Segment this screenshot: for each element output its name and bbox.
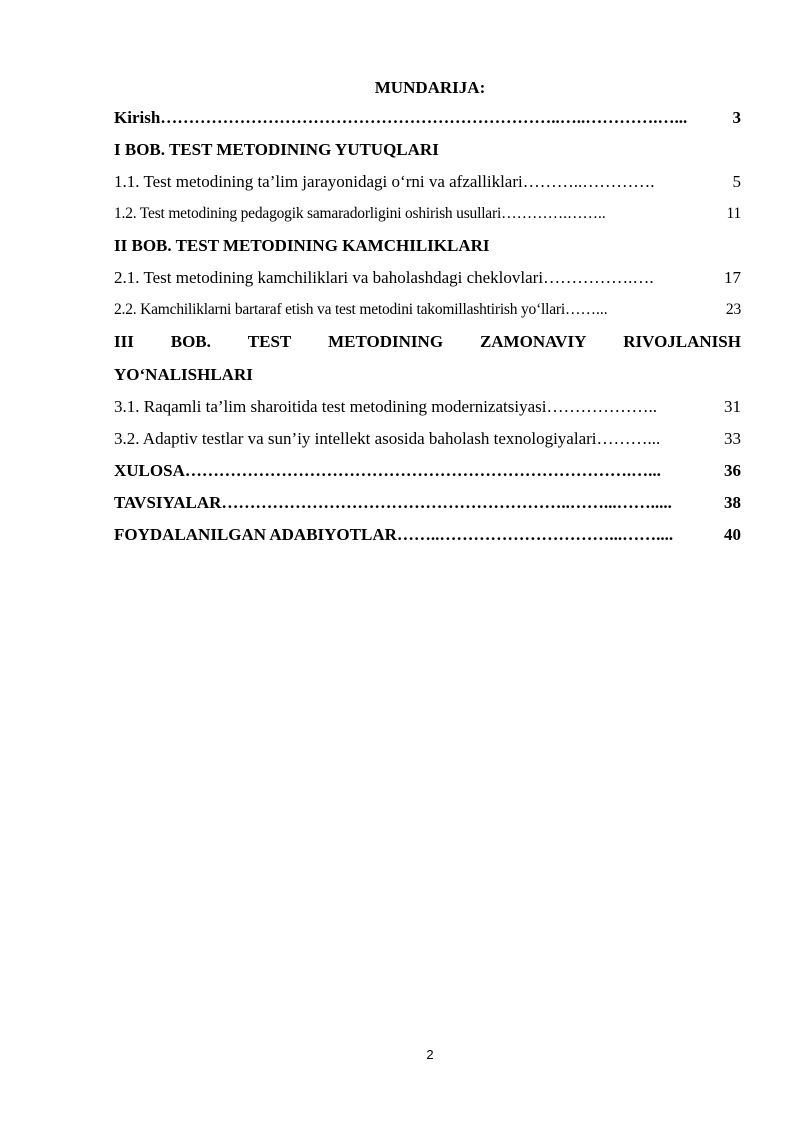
heading-word: III (114, 332, 134, 351)
toc-entry-label: TAVSIYALAR (114, 493, 222, 512)
heading-word: ZAMONAVIY (479, 332, 587, 351)
toc-leader-dots: ………..…………. (522, 172, 655, 191)
toc-entry-label: 3.1. Raqamli ta’lim sharoitida test metodining modernizatsiyasi (114, 397, 547, 416)
toc-leader-dots: ……………………………………………………………..…..………….…... (160, 108, 688, 127)
toc-page-number: 11 (726, 205, 741, 222)
toc-entry-xulosa[interactable] (114, 461, 741, 481)
toc-page-number: 17 (724, 268, 741, 287)
toc-entry-kirish[interactable] (114, 108, 741, 128)
toc-entry-label: 3.2. Adaptiv testlar va sun’iy intellekt asosida baholash texnologiyalari (114, 429, 597, 448)
toc-page-number: 23 (725, 301, 741, 318)
heading-word: BOB. (170, 332, 211, 351)
toc-entry-tavsiyalar[interactable] (114, 493, 741, 513)
toc-entry-label: 2.2. Kamchiliklarni bartaraf etish va test metodini takomillashtirish yo‘llari (114, 301, 566, 318)
toc-leader-dots: ……... (565, 301, 608, 318)
page-title: MUNDARIJA: (374, 78, 486, 97)
toc-leader-dots: ……………………………………………………..……...……..... (221, 493, 672, 512)
toc-page-number: 3 (732, 108, 741, 127)
toc-entry-3-2[interactable] (114, 429, 741, 449)
toc-leader-dots: ………….…….. (501, 205, 606, 222)
heading-word: RIVOJLANISH (623, 332, 741, 351)
table-of-contents (114, 108, 741, 545)
page-number: 2 (426, 1047, 434, 1062)
toc-leader-dots: …………….…. (543, 268, 654, 287)
toc-entry-1-1[interactable] (114, 172, 741, 192)
toc-leader-dots: ……………….. (546, 397, 657, 416)
toc-page-number: 38 (724, 493, 741, 512)
toc-page-number: 31 (724, 397, 741, 416)
toc-entry-label: 1.2. Test metodining pedagogik samaradorligini oshirish usullari (114, 205, 502, 222)
toc-chapter-2-heading[interactable]: II BOB. TEST METODINING KAMCHILIKLARI (114, 236, 490, 255)
toc-leader-dots: …………………………………………………………………….…... (184, 461, 661, 480)
toc-chapter-3-heading[interactable] (114, 332, 741, 352)
toc-entry-label: FOYDALANILGAN ADABIYOTLAR (114, 525, 397, 544)
toc-leader-dots: ……..…………………………...…….... (396, 525, 674, 544)
toc-page-number: 5 (732, 172, 741, 191)
toc-page-number: 36 (724, 461, 741, 480)
toc-leader-dots: ………... (596, 429, 661, 448)
toc-page-number: 33 (724, 429, 741, 448)
heading-word: METODINING (328, 332, 444, 351)
toc-entry-2-2[interactable] (114, 300, 741, 320)
heading-word: TEST (247, 332, 292, 351)
toc-entry-label: 2.1. Test metodining kamchiliklari va baholashdagi cheklovlari (114, 268, 544, 287)
toc-entry-3-1[interactable] (114, 397, 741, 417)
toc-entry-label: 1.1. Test metodining ta’lim jarayonidagi o‘rni va afzalliklari (114, 172, 523, 191)
toc-chapter-3-heading-continued[interactable]: YO‘NALISHLARI (114, 365, 253, 384)
toc-entry-2-1[interactable] (114, 268, 741, 288)
toc-chapter-1-heading[interactable]: I BOB. TEST METODINING YUTUQLARI (114, 140, 439, 159)
toc-entry-label: Kirish (114, 108, 161, 127)
toc-entry-label: XULOSA (114, 461, 185, 480)
toc-page-number: 40 (724, 525, 741, 544)
toc-entry-adabiyotlar[interactable] (114, 525, 741, 545)
toc-entry-1-2[interactable] (114, 204, 741, 224)
